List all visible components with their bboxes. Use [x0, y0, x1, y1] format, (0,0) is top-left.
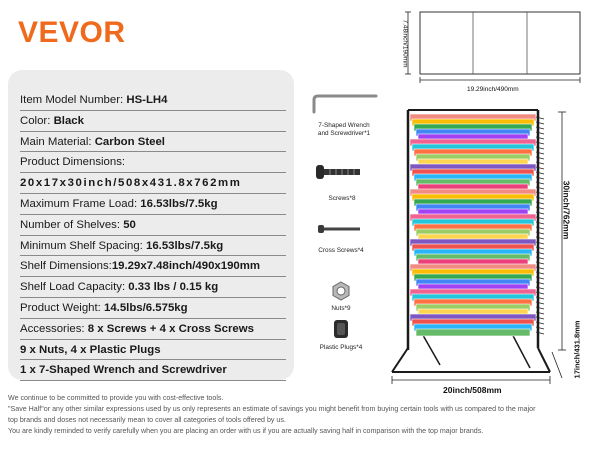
- spec-row: [20, 319, 286, 340]
- spec-label: Main Material:: [20, 135, 95, 148]
- spec-row: [20, 277, 286, 298]
- spec-row: [20, 236, 286, 257]
- spec-row: [20, 298, 286, 319]
- disclaimer-line: "Save Half"or any other similar expressions used by us only represents an estimate of savings you might benefit from buying certain tools with us compared to the major: [8, 405, 536, 413]
- spec-value: 9 x Nuts, 4 x Plastic Plugs: [20, 343, 161, 356]
- spec-value: 8 x Screws + 4 x Cross Screws: [87, 322, 254, 335]
- spec-value: Carbon Steel: [94, 135, 165, 148]
- depth-label: 17inch/431.8mm: [572, 320, 582, 379]
- drying-rack-image: [380, 90, 600, 390]
- spec-label: Item Model Number:: [20, 94, 127, 106]
- plastic-plug-icon: [330, 318, 352, 340]
- disclaimer-line: We continue to be committed to provide you with cost-effective tools.: [8, 394, 224, 402]
- spec-label: Number of Shelves:: [20, 218, 124, 231]
- nuts-label: Nuts*9: [331, 305, 351, 312]
- spec-label: Maximum Frame Load:: [20, 198, 141, 210]
- nut-icon: [331, 281, 351, 301]
- spec-value: 50: [123, 218, 136, 231]
- shelf-width-label: 19.29inch/490mm: [467, 86, 519, 93]
- height-label: 30inch/762mm: [561, 180, 572, 240]
- spec-value: 14.5lbs/6.575kg: [104, 302, 188, 314]
- spec-row: [20, 90, 286, 111]
- spec-label: Product Weight:: [20, 302, 104, 314]
- spec-label: Shelf Load Capacity:: [20, 281, 129, 294]
- spec-value: Black: [53, 114, 84, 127]
- spec-value: 20x17x30inch/508x431.8x762mm: [20, 177, 242, 190]
- cross-screw-icon: [318, 224, 362, 234]
- spec-value: 1 x 7-Shaped Wrench and Screwdriver: [20, 364, 227, 377]
- spec-row: [20, 152, 286, 173]
- shelf-diagram: [398, 0, 588, 90]
- shelf-depth-label: 7.48inch/190mm: [401, 19, 409, 68]
- spec-row: [20, 111, 286, 132]
- spec-value: 0.33 lbs / 0.15 kg: [128, 281, 219, 294]
- spec-row: [20, 132, 286, 153]
- disclaimer: [8, 393, 594, 437]
- wrench-icon: [308, 92, 380, 114]
- spec-row: [20, 360, 286, 381]
- spec-label: Product Dimensions:: [20, 156, 126, 169]
- plugs-label: Plastic Plugs*4: [319, 344, 363, 351]
- spec-row: [20, 256, 286, 277]
- spec-label: Accessories:: [20, 322, 88, 335]
- spec-row: [20, 215, 286, 236]
- spec-label: Color:: [20, 114, 54, 127]
- disclaimer-line: top brands and doses not necessarily mean to cover all categories of tools offered by us.: [8, 416, 286, 424]
- spec-value: 16.53lbs/7.5kg: [145, 239, 224, 252]
- screws-label: Screws*8: [328, 195, 356, 202]
- screw-icon: [314, 162, 364, 182]
- spec-label: Shelf Dimensions:: [20, 260, 112, 273]
- spec-row: [20, 173, 286, 194]
- spec-value: HS-LH4: [126, 94, 168, 106]
- width-label: 20inch/508mm: [443, 385, 502, 395]
- art-sheet: [416, 329, 530, 336]
- wrench-label: 7-Shaped Wrench and Screwdriver*1: [317, 122, 371, 137]
- brand-logo: VEVOR: [18, 16, 126, 49]
- spec-value: 16.53lbs/7.5kg: [140, 198, 218, 210]
- spec-label: Minimum Shelf Spacing:: [20, 239, 146, 252]
- spec-panel: [8, 70, 294, 380]
- spec-row: [20, 340, 286, 361]
- disclaimer-line: You are kindly reminded to verify carefully when you are placing an order with us if you are actually saving half in comparison with the top major brands.: [8, 427, 484, 435]
- spec-value: 19.29x7.48inch/490x190mm: [111, 260, 261, 273]
- cross-screws-label: Cross Screws*4: [318, 247, 364, 254]
- spec-row: [20, 194, 286, 215]
